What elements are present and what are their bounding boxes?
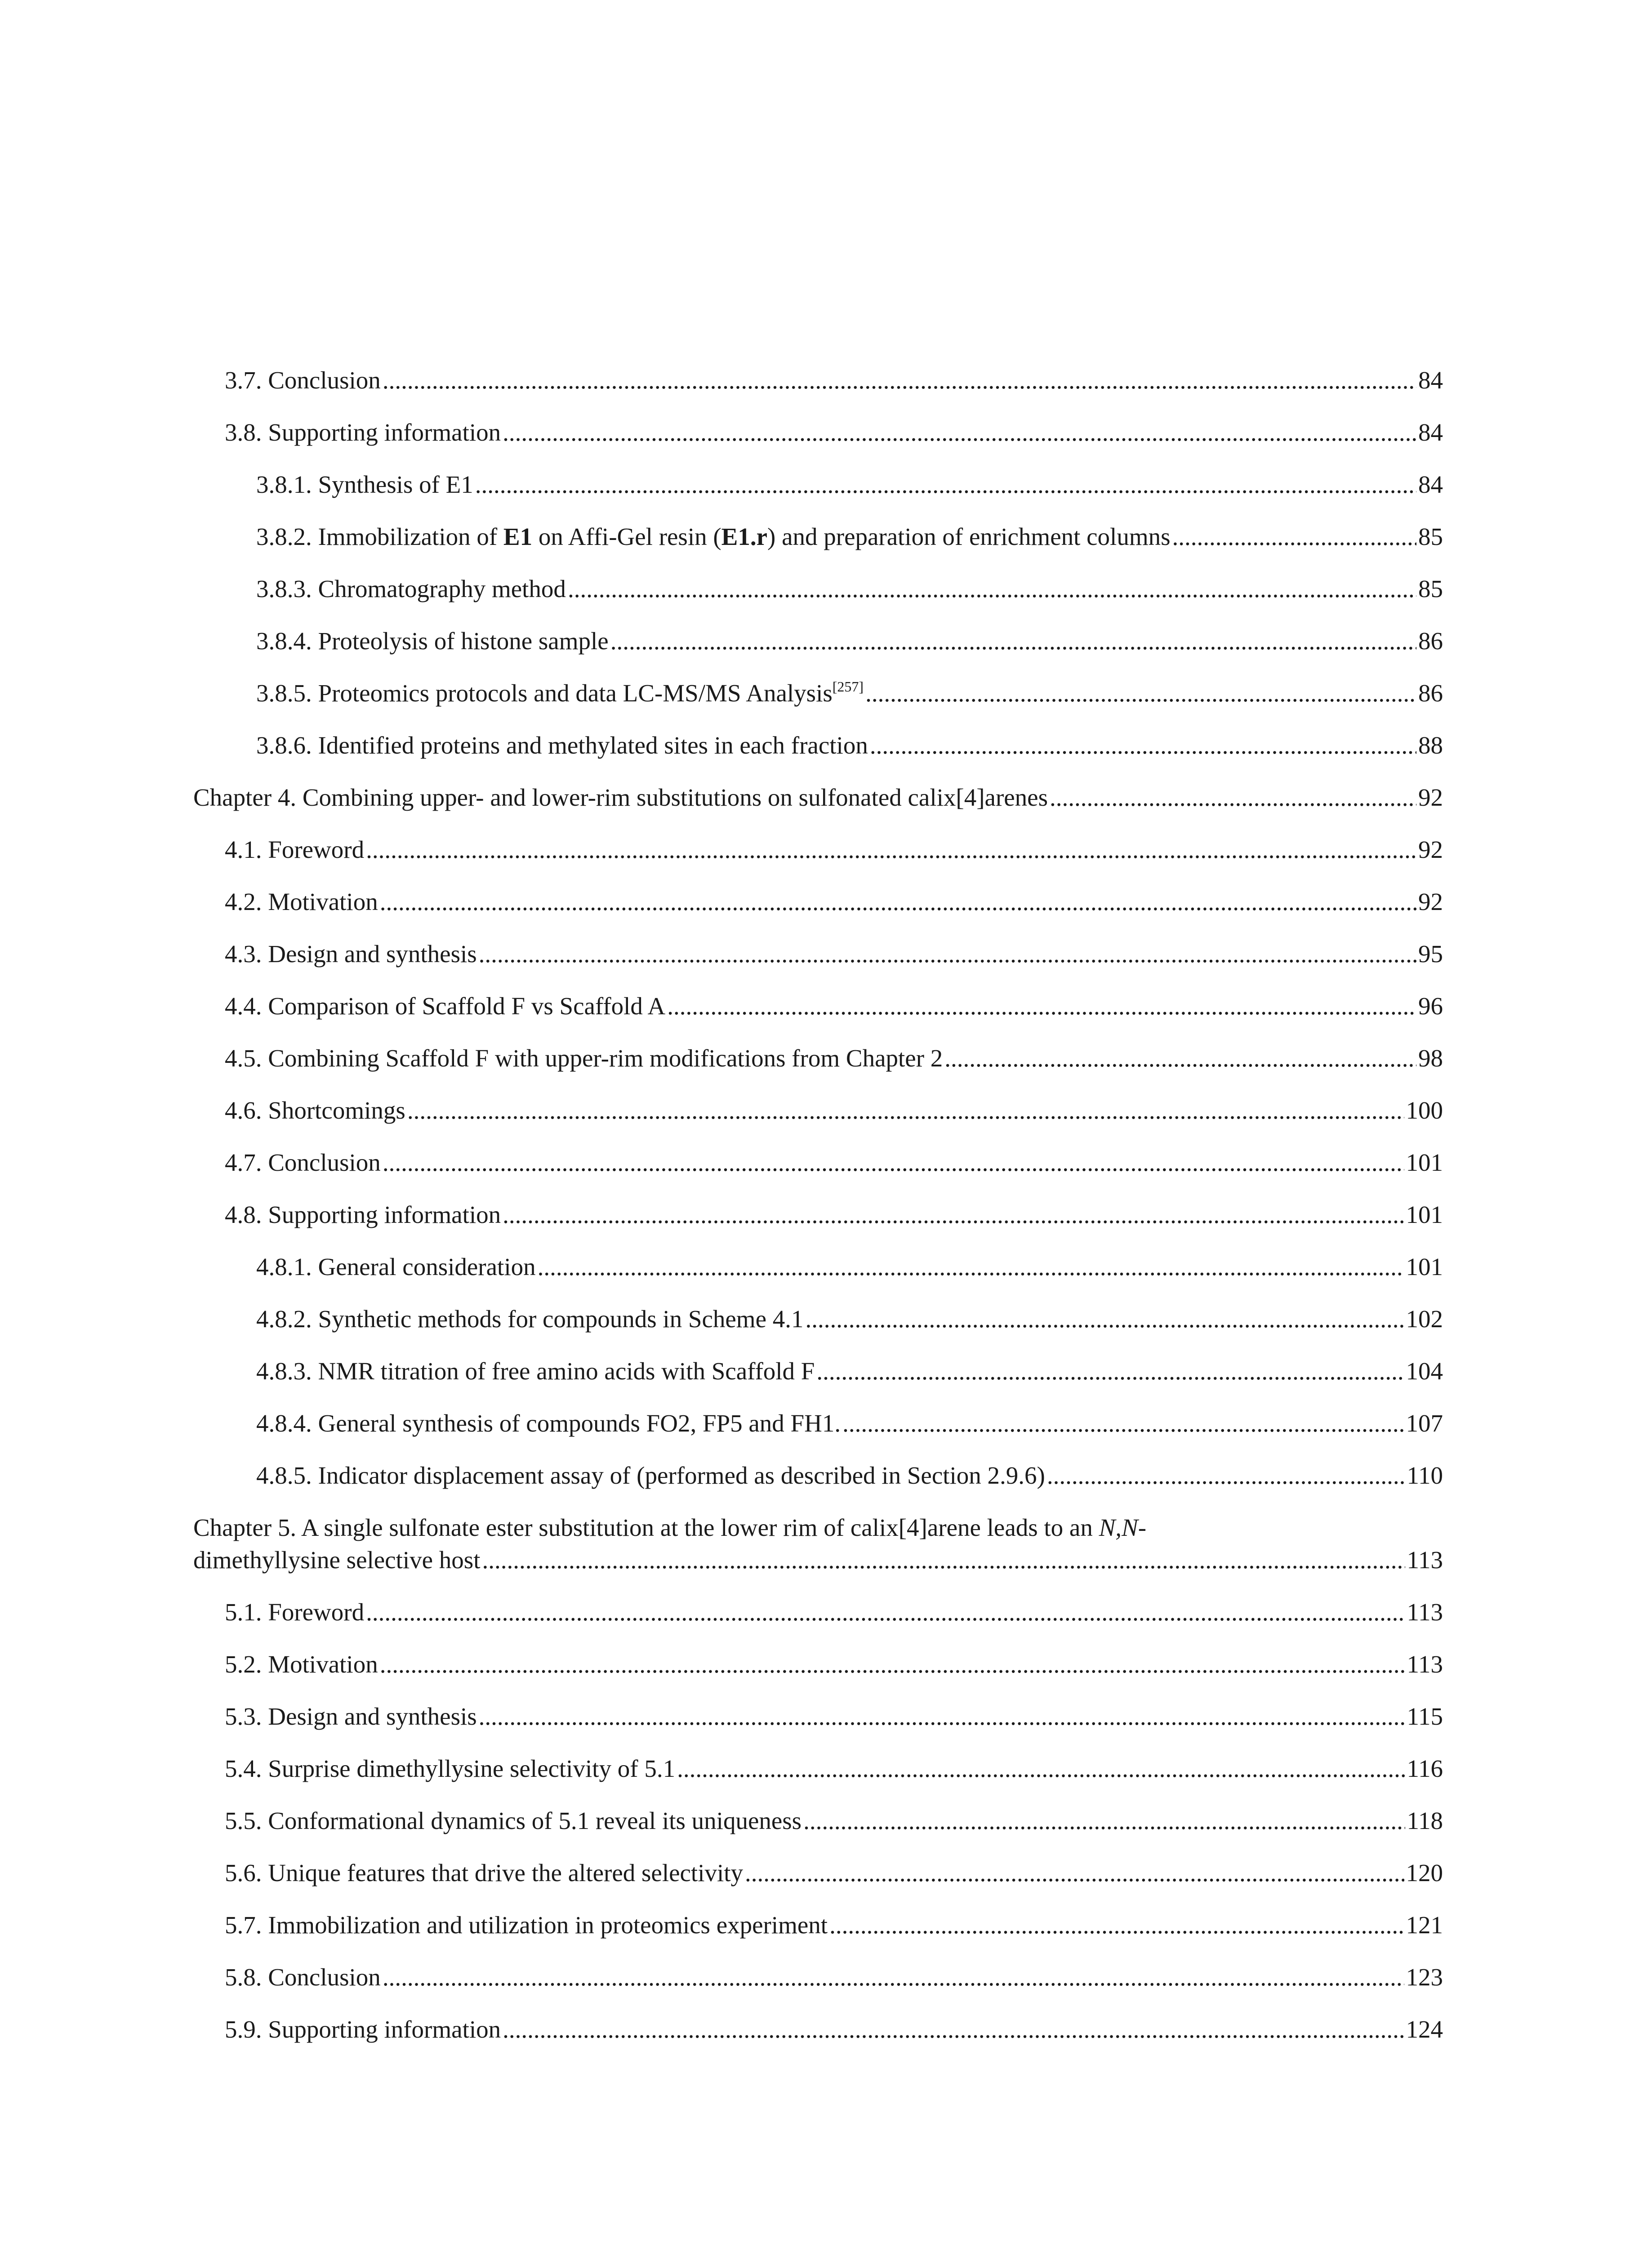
toc-entry[interactable] (225, 1909, 1443, 1941)
toc-title-part: ) and preparation of enrichment columns (767, 523, 1171, 550)
page-number: 84 (1418, 471, 1443, 498)
dot-leader (803, 1805, 1405, 1837)
page-number: 92 (1418, 784, 1443, 811)
toc-entry[interactable] (193, 781, 1443, 814)
toc-entry[interactable] (256, 1459, 1443, 1492)
toc-title: 3.7. Conclusion (225, 366, 381, 394)
toc-entry[interactable] (225, 886, 1443, 918)
page-number: 86 (1418, 627, 1443, 655)
toc-entry[interactable] (256, 729, 1443, 762)
toc-entry[interactable] (225, 1961, 1443, 1994)
toc-entry[interactable] (256, 573, 1443, 605)
page-number: 107 (1406, 1409, 1443, 1437)
toc-title: 4.1. Foreword (225, 836, 365, 863)
dot-leader (503, 1199, 1404, 1231)
toc-entry[interactable] (225, 834, 1443, 866)
toc-title-part: on Affi-Gel resin ( (532, 523, 721, 550)
toc-entry[interactable] (225, 1753, 1443, 1785)
toc-entry[interactable] (225, 1199, 1443, 1231)
dot-leader (1047, 1459, 1405, 1492)
toc-title: 5.1. Foreword (225, 1598, 365, 1626)
toc-entry[interactable] (256, 677, 1443, 709)
dot-leader (1050, 781, 1416, 814)
toc-title (256, 677, 864, 709)
page-number: 113 (1407, 1650, 1443, 1678)
page-number: 84 (1418, 419, 1443, 446)
dot-leader (610, 625, 1416, 657)
toc-entry[interactable] (225, 1700, 1443, 1733)
page-number: 96 (1418, 992, 1443, 1020)
toc-title: 5.3. Design and synthesis (225, 1703, 477, 1730)
page-number: 110 (1407, 1462, 1443, 1489)
dot-leader (870, 729, 1416, 762)
toc-entry[interactable] (225, 938, 1443, 970)
toc-title: 3.8.1. Synthesis of E1 (256, 471, 473, 498)
toc-entry[interactable] (193, 1512, 1443, 1576)
dot-leader (538, 1251, 1404, 1283)
toc-title: 4.8.1. General consideration (256, 1253, 536, 1280)
toc-title: 4.7. Conclusion (225, 1149, 381, 1176)
toc-entry[interactable] (256, 1303, 1443, 1335)
page-number: 116 (1407, 1755, 1443, 1782)
toc-title: Chapter 4. Combining upper- and lower-rim substitutions on sulfonated calix[4]arenes (193, 784, 1048, 811)
page-number: 95 (1418, 940, 1443, 968)
page-number: 85 (1418, 575, 1443, 602)
toc-entry[interactable] (225, 364, 1443, 397)
toc-title: 5.9. Supporting information (225, 2016, 501, 2043)
toc-title-part: E1.r (721, 523, 768, 550)
toc-entry[interactable] (256, 1355, 1443, 1387)
toc-title: 4.4. Comparison of Scaffold F vs Scaffold A (225, 992, 666, 1020)
page-number: 115 (1407, 1703, 1443, 1730)
page-number: 113 (1407, 1598, 1443, 1626)
dot-leader (865, 677, 1416, 709)
toc-entry[interactable] (225, 416, 1443, 449)
dot-leader (366, 834, 1416, 866)
toc-title: 4.8. Supporting information (225, 1201, 501, 1228)
toc-title: 5.2. Motivation (225, 1650, 378, 1678)
page-number: 98 (1418, 1044, 1443, 1072)
toc-entry[interactable] (225, 1648, 1443, 1681)
dot-leader (380, 886, 1416, 918)
toc-entry[interactable] (256, 625, 1443, 657)
toc-entry[interactable] (225, 1042, 1443, 1075)
page-number: 104 (1406, 1357, 1443, 1385)
dot-leader (944, 1042, 1416, 1075)
toc-title: 3.8.3. Chromatography method (256, 575, 566, 602)
page-number: 124 (1406, 2016, 1443, 2043)
dot-leader (568, 573, 1416, 605)
toc-title: 4.6. Shortcomings (225, 1097, 405, 1124)
page-number: 102 (1406, 1305, 1443, 1333)
dot-leader (380, 1648, 1405, 1681)
dot-leader (366, 1596, 1405, 1628)
dot-leader (1172, 521, 1416, 553)
dot-leader (407, 1094, 1404, 1127)
dot-leader (383, 364, 1416, 397)
dot-leader (503, 416, 1416, 449)
page-number: 101 (1406, 1253, 1443, 1280)
toc-entry[interactable] (256, 1407, 1443, 1440)
toc-title: 3.8. Supporting information (225, 419, 501, 446)
dot-leader (383, 1961, 1404, 1994)
toc-title (256, 521, 1171, 553)
toc-title: 4.5. Combining Scaffold F with upper-rim modifications from Chapter 2 (225, 1044, 943, 1072)
dot-leader (479, 1700, 1405, 1733)
page-number: 88 (1418, 731, 1443, 759)
page-number: 120 (1406, 1859, 1443, 1887)
toc-title: 3.8.4. Proteolysis of histone sample (256, 627, 609, 655)
page-number: 92 (1418, 836, 1443, 863)
page-number: 118 (1407, 1807, 1443, 1834)
toc-entry[interactable] (225, 1596, 1443, 1628)
dot-leader (745, 1857, 1404, 1889)
toc-title-part: E1 (503, 523, 533, 550)
dot-leader (383, 1146, 1404, 1179)
toc-title-part: 3.8.5. Proteomics protocols and data LC-MS/MS Analysis (256, 679, 833, 707)
toc-title: dimethyllysine selective host (193, 1546, 481, 1574)
toc-title: 4.3. Design and synthesis (225, 940, 477, 968)
toc-entry[interactable] (225, 1857, 1443, 1889)
toc-entry[interactable] (256, 1251, 1443, 1283)
dot-leader (816, 1355, 1404, 1387)
toc-title-part: 3.8.2. Immobilization of (256, 523, 503, 550)
toc-title-line (193, 1512, 1443, 1544)
toc-title: 3.8.6. Identified proteins and methylated sites in each fraction (256, 731, 868, 759)
toc-entry[interactable] (225, 2013, 1443, 2046)
page-number: 113 (1407, 1546, 1443, 1574)
toc-title: 4.8.2. Synthetic methods for compounds in Scheme 4.1 (256, 1305, 804, 1333)
citation-superscript: [257] (832, 678, 864, 695)
table-of-contents (193, 364, 1443, 2065)
toc-title-part: N,N (1099, 1514, 1138, 1541)
toc-title: 5.4. Surprise dimethyllysine selectivity of 5.1 (225, 1755, 676, 1782)
toc-title: 4.8.4. General synthesis of compounds FO2, FP5 and FH1. (256, 1409, 841, 1437)
page-number: 85 (1418, 523, 1443, 550)
toc-title: 5.7. Immobilization and utilization in proteomics experiment (225, 1911, 828, 1939)
toc-title: 5.6. Unique features that drive the altered selectivity (225, 1859, 744, 1887)
page-number: 121 (1406, 1911, 1443, 1939)
page-number: 86 (1418, 679, 1443, 707)
toc-title: 4.8.5. Indicator displacement assay of (performed as described in Section 2.9.6) (256, 1462, 1045, 1489)
dot-leader (475, 468, 1416, 501)
toc-entry[interactable] (256, 468, 1443, 501)
dot-leader (503, 2013, 1404, 2046)
dot-leader (667, 990, 1416, 1022)
toc-entry[interactable] (225, 1094, 1443, 1127)
page-number: 101 (1406, 1201, 1443, 1228)
toc-title: 4.8.3. NMR titration of free amino acids with Scaffold F (256, 1357, 815, 1385)
page-number: 101 (1406, 1149, 1443, 1176)
dot-leader (482, 1544, 1405, 1576)
page-number: 100 (1406, 1097, 1443, 1124)
toc-entry[interactable] (225, 990, 1443, 1022)
toc-title-part: Chapter 5. A single sulfonate ester substitution at the lower rim of calix[4]arene leads to an (193, 1514, 1099, 1541)
toc-title: 5.8. Conclusion (225, 1963, 381, 1991)
page-number: 84 (1418, 366, 1443, 394)
toc-entry[interactable] (256, 521, 1443, 553)
dot-leader (842, 1407, 1404, 1440)
toc-title: 4.2. Motivation (225, 888, 378, 915)
toc-entry[interactable] (225, 1146, 1443, 1179)
dot-leader (829, 1909, 1404, 1941)
page-number: 92 (1418, 888, 1443, 915)
page-number: 123 (1406, 1963, 1443, 1991)
toc-title-part: - (1138, 1514, 1147, 1541)
dot-leader (479, 938, 1416, 970)
toc-title: 5.5. Conformational dynamics of 5.1 reveal its uniqueness (225, 1807, 802, 1834)
toc-entry[interactable] (225, 1805, 1443, 1837)
dot-leader (806, 1303, 1404, 1335)
dot-leader (677, 1753, 1405, 1785)
